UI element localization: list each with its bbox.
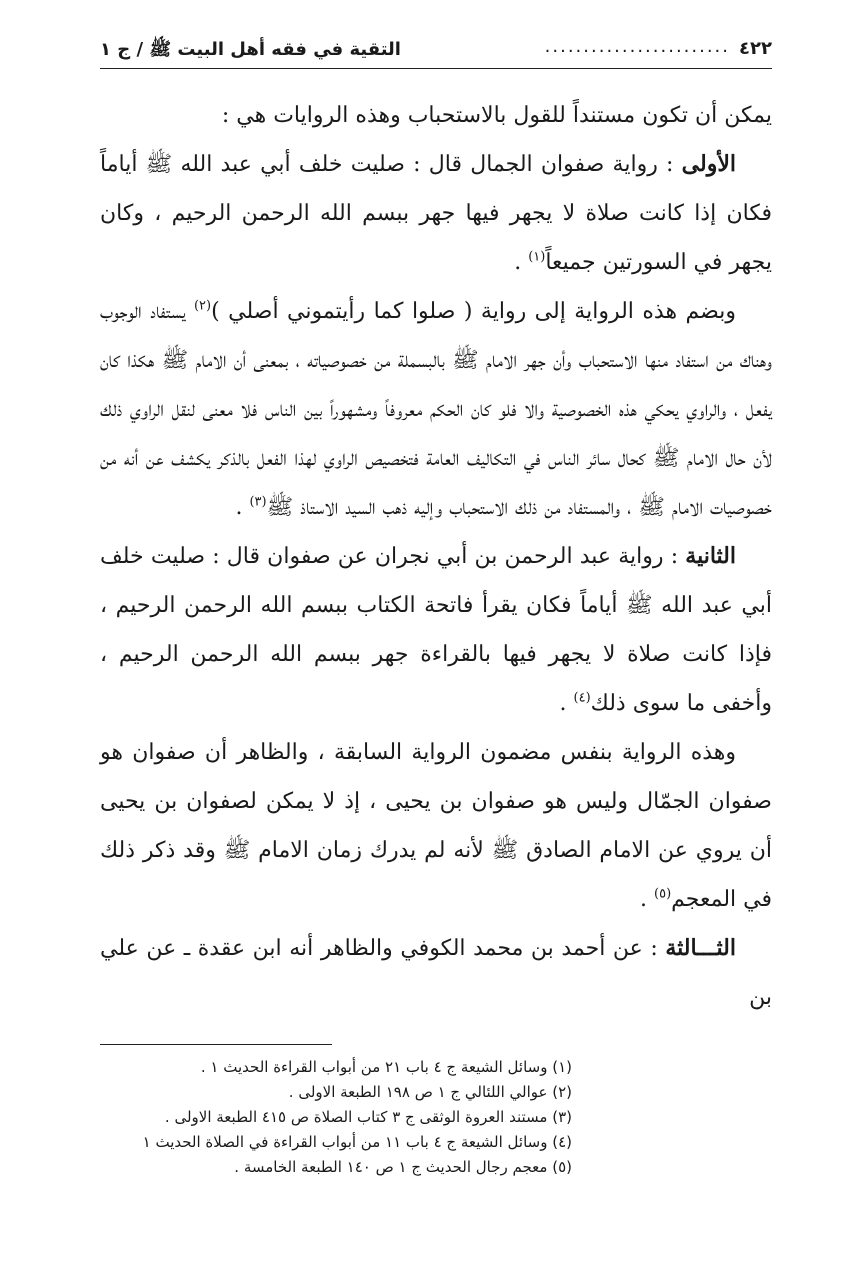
footnote-item: (٢) عوالي اللئالي ج ١ ص ١٩٨ الطبعة الاولى . bbox=[288, 1083, 572, 1101]
paragraph-intro: يمكن أن تكون مستنداً للقول بالاستحباب وهذه الروايات هي : bbox=[221, 103, 772, 128]
footnote-item: (٤) وسائل الشيعة ج ٤ باب ١١ من أبواب القراءة في الصلاة الحديث ١ bbox=[142, 1133, 572, 1151]
footnote-item: (٣) مستند العروة الوثقى ج ٣ كتاب الصلاة ص ٤١٥ الطبعة الاولى . bbox=[164, 1108, 572, 1126]
footnotes bbox=[100, 1055, 572, 1180]
paragraph-discussion: وبضم هذه الرواية إلى رواية ( صلوا كما رأيتموني أصلي )$^{(٢)}$ يستفاد الوجوب وهناك من استفاد منها الاستحباب وأن جهر الامام ﷺ بالبسملة من خصوصياته ، بمعنى أن الامام ﷺ هكذا كان يفعل ، والراوي يحكي هذه الخصوصية والا فلو كان الحكم معروفاً ومشهوراً بين الناس فلا معنى لنقل الراوي ذلك لأن حال الامام ﷺ كحال سائر الناس في التكاليف العامة فتخصيص الراوي لهذا الفعل بالذكر يكشف عن أنه من خصوصيات الامام ﷺ ، والمستفاد من ذلك الاستحباب وإليه ذهب السيد الاستاذ ﷺ$^{(٣)}$ . bbox=[100, 298, 772, 520]
paragraph-commentary: وهذه الرواية بنفس مضمون الرواية السابقة ، والظاهر أن صفوان هو صفوان الجمّال وليس هو صفوان بن يحيى ، إذ لا يمكن لصفوان بن يحيى أن يروي عن الامام الصادق ﷺ لأنه لم يدرك زمان الامام ﷺ وقد ذكر ذلك في المعجم$^{(٥)}$ . bbox=[100, 740, 772, 912]
section-lead: الثانية bbox=[685, 543, 736, 569]
section-lead: الثـــالثة bbox=[665, 935, 736, 961]
book-page bbox=[100, 32, 772, 1180]
paragraph-second-narration: الثانية : رواية عبد الرحمن بن أبي نجران عن صفوان قال : صليت خلف أبي عبد الله ﷺ أياماً فكان يقرأ فاتحة الكتاب ببسم الله الرحمن الرحيم ، فإذا كانت صلاة لا يجهر فيها بالقراءة جهر ببسم الله الرحمن الرحيم ، وأخفى ما سوى ذلك$^{(٤)}$ . bbox=[100, 543, 772, 716]
page-number: ٤٢٢ bbox=[739, 38, 772, 59]
footnote-ref: (٢) bbox=[193, 298, 212, 314]
footnote-item: (٥) معجم رجال الحديث ج ١ ص ١٤٠ الطبعة الخامسة . bbox=[234, 1158, 572, 1176]
footnote-ref: (٣) bbox=[249, 494, 267, 510]
footnote-separator bbox=[100, 1044, 332, 1045]
footnote-ref: (٥) bbox=[654, 886, 672, 902]
running-header bbox=[100, 32, 772, 69]
footnote-item: (١) وسائل الشيعة ج ٤ باب ٢١ من أبواب القراءة الحديث ١ . bbox=[200, 1058, 572, 1076]
section-lead: الأولى bbox=[681, 151, 736, 177]
footnote-ref: (٤) bbox=[573, 690, 591, 706]
book-title: التقية في فقه أهل البيت ﷺ / ج ١ bbox=[100, 39, 401, 60]
paragraph-third-narration: الثـــالثة : عن أحمد بن محمد الكوفي والظاهر أنه ابن عقدة ـ عن علي بن bbox=[100, 935, 772, 1010]
main-text bbox=[100, 91, 772, 1022]
paragraph-first-narration: الأولى : رواية صفوان الجمال قال : صليت خلف أبي عبد الله ﷺ أياماً فكان إذا كانت صلاة لا يجهر فيها جهر ببسم الله الرحمن الرحيم ، وكان يجهر في السورتين جميعاً$^{(١)}$ . bbox=[100, 151, 772, 275]
footnote-ref: (١) bbox=[528, 249, 546, 265]
header-dots: ........................ bbox=[544, 36, 730, 57]
